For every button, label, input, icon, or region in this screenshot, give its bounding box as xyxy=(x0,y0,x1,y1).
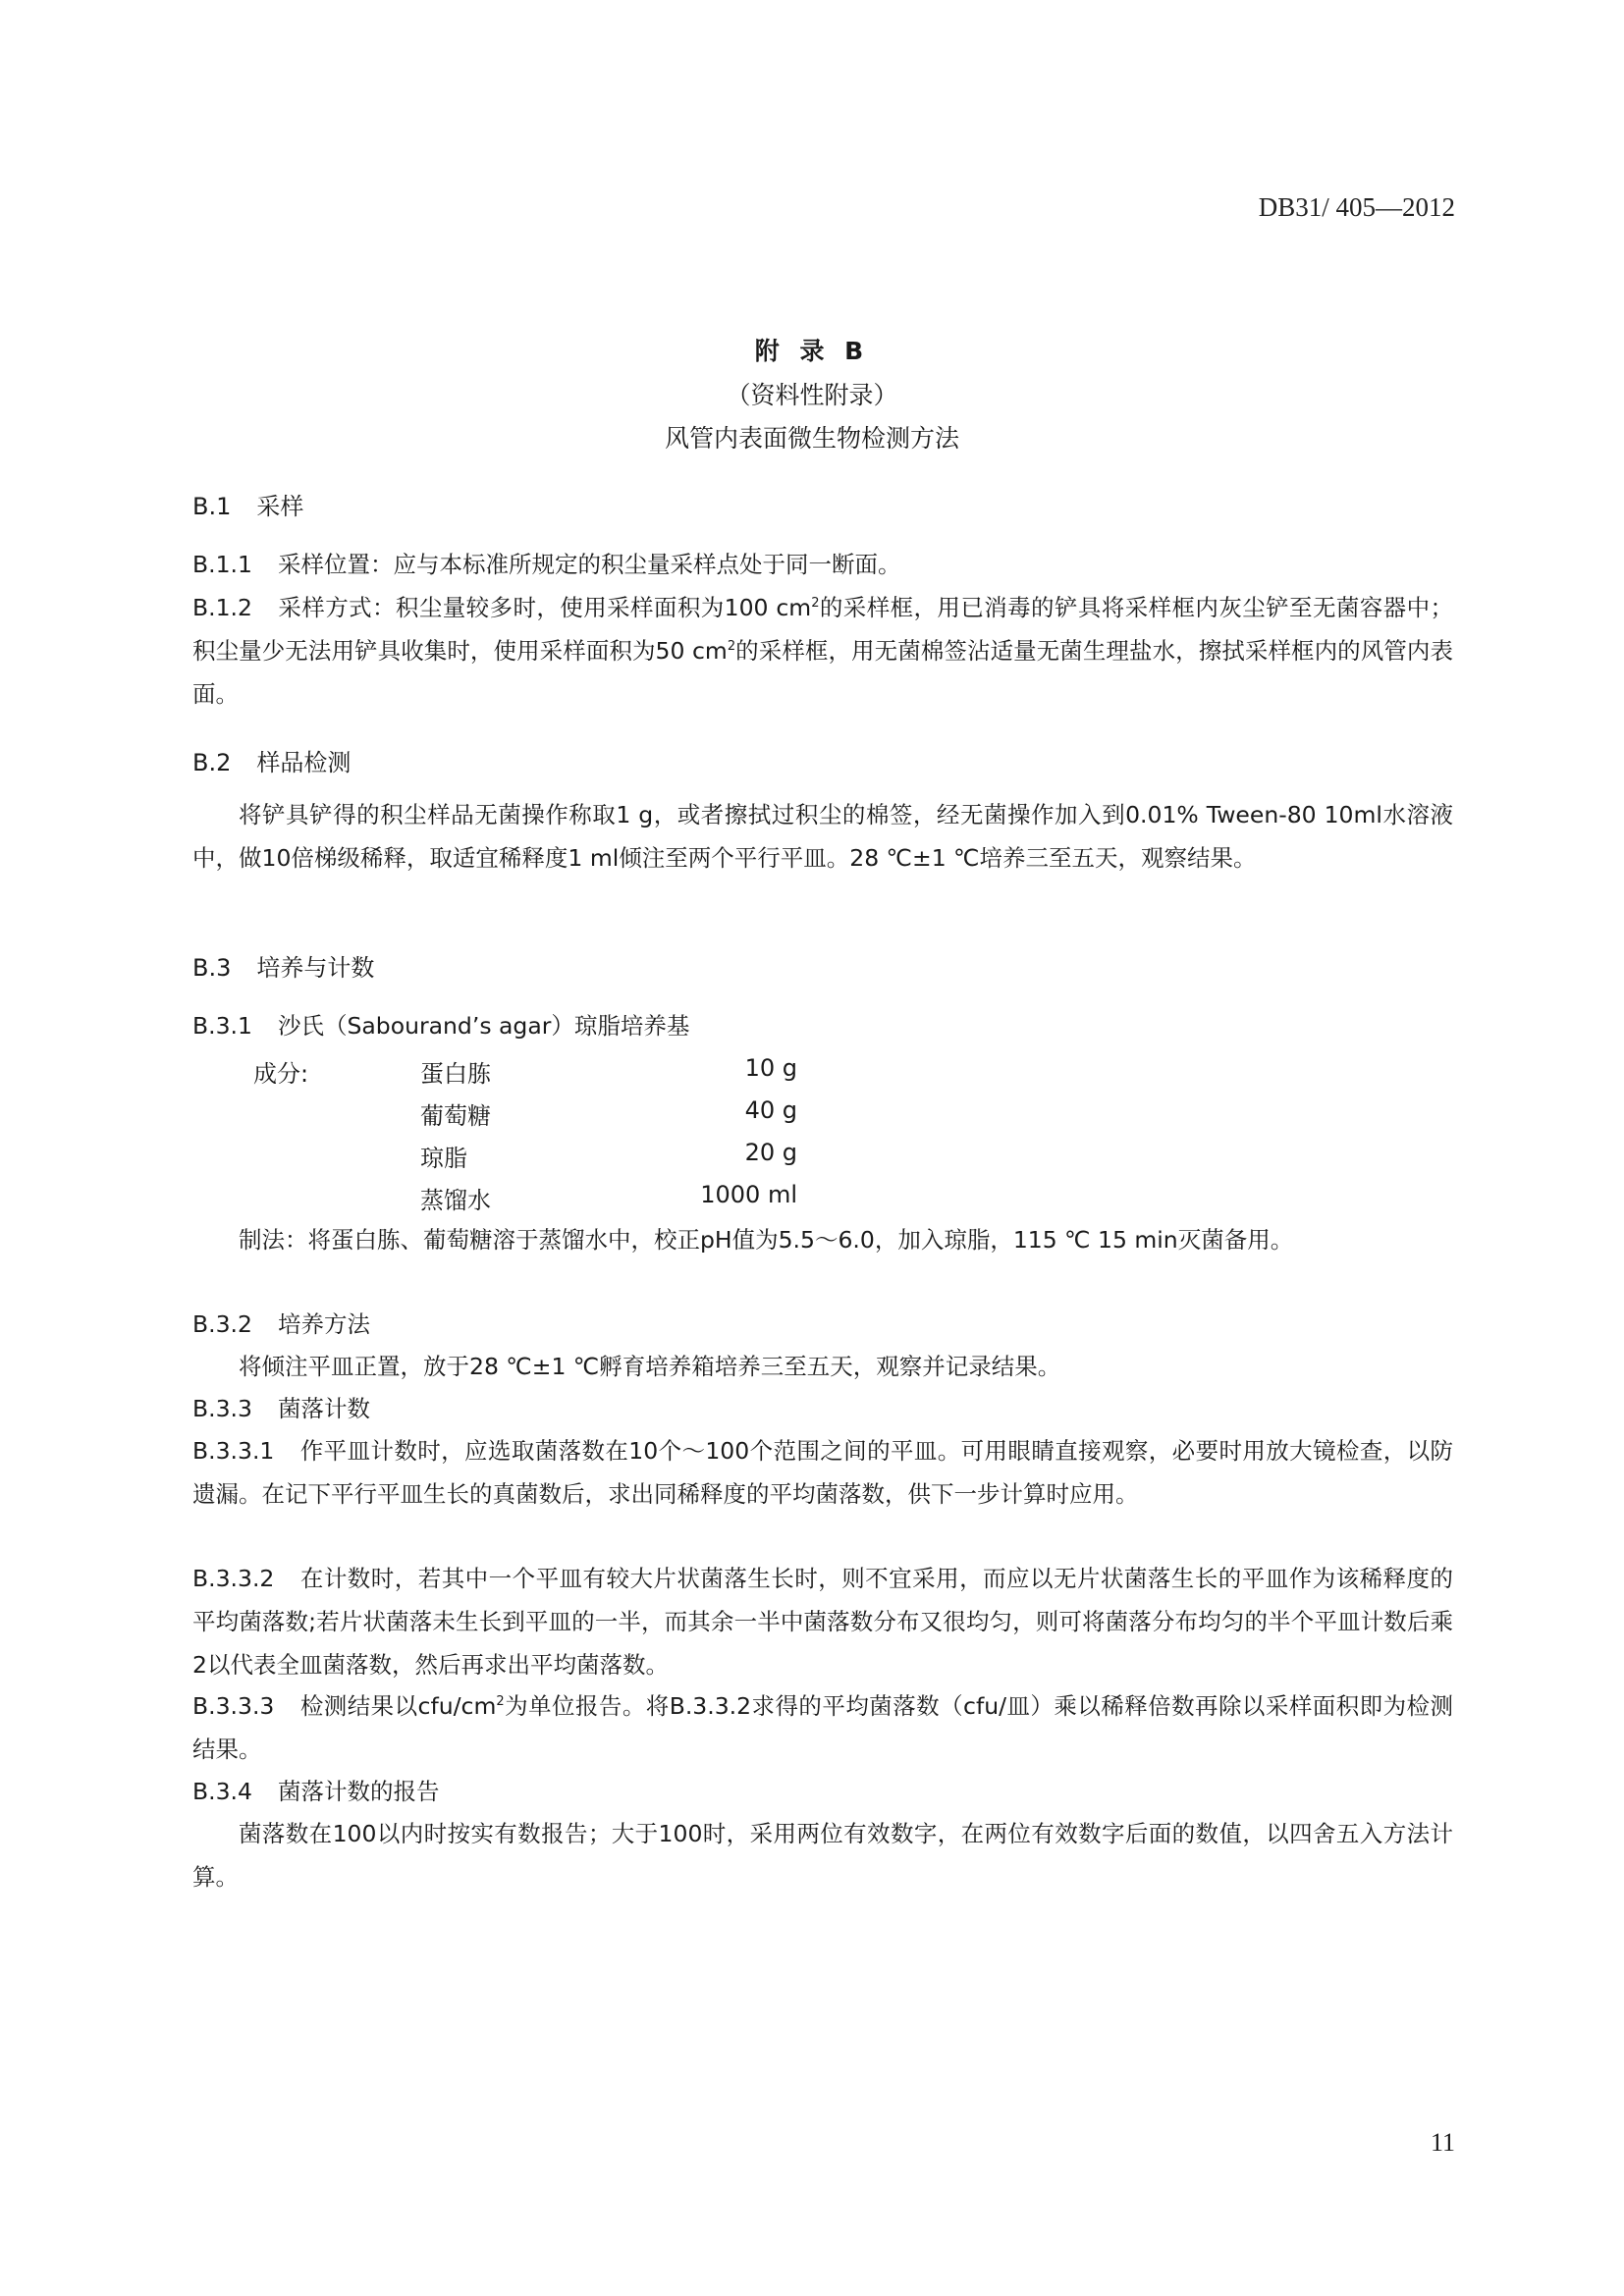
clause-number: B.3.2 xyxy=(192,1310,252,1338)
section-title: 样品检测 xyxy=(256,749,352,776)
clause-title: 培养方法 xyxy=(277,1310,370,1338)
clause-b3-2-text: 将倾注平皿正置，放于28 ℃±1 ℃孵育培养箱培养三至五天，观察并记录结果。 xyxy=(239,1353,1061,1380)
section-number: B.1 xyxy=(192,493,232,520)
appendix-title: 附 录 B xyxy=(754,337,870,365)
ingredients-label: 成分: xyxy=(253,1060,309,1088)
section-number: B.3 xyxy=(192,954,232,982)
clause-b1-1 xyxy=(192,543,1453,586)
clause-b3-2 xyxy=(192,1303,1453,1346)
clause-b3-3 xyxy=(192,1387,1453,1430)
ingredient-name: 葡萄糖 xyxy=(420,1102,491,1130)
ingredient-name: 琼脂 xyxy=(420,1145,467,1172)
section-title: 采样 xyxy=(256,493,304,520)
clause-text: 作平皿计数时，应选取菌落数在10个～100个范围之间的平皿。可用眼睛直接观察，必要时用放大镜检查，以防遗漏。在记下平行平皿生长的真菌数后，求出同稀释度的平均菌落数，供下一步计算时应用。 xyxy=(192,1437,1453,1508)
ingredient-amount: 40 g xyxy=(744,1096,797,1124)
clause-text: 的采样框，用已消毒的铲具将采样框内灰尘铲至无菌容器中；积尘量少无法用铲具收集时，使用采样面积为50 cm xyxy=(192,594,1453,665)
ingredient-amount: 10 g xyxy=(744,1054,797,1082)
clause-number: B.3.3.3 xyxy=(192,1692,275,1720)
clause-b3-4 xyxy=(192,1770,1453,1813)
clause-number: B.1.2 xyxy=(192,594,252,621)
clause-number: B.3.4 xyxy=(192,1778,252,1805)
clause-b3-3-2 xyxy=(192,1557,1453,1686)
section-number: B.2 xyxy=(192,749,232,776)
clause-b3-3-3 xyxy=(192,1684,1453,1771)
section-b2-heading xyxy=(192,743,351,777)
clause-number: B.3.3 xyxy=(192,1395,252,1422)
superscript: 2 xyxy=(496,1694,505,1710)
clause-text: 采样方式：积尘量较多时，使用采样面积为100 cm xyxy=(277,594,812,621)
clause-b3-1 xyxy=(192,1004,1453,1047)
clause-text: 沙氏（Sabourand’s agar）琼脂培养基 xyxy=(277,1012,690,1040)
clause-b3-4-text: 菌落数在100以内时按实有数报告；大于100时，采用两位有效数字，在两位有效数字后面的数值，以四舍五入方法计算。 xyxy=(192,1820,1453,1891)
ingredient-name: 蒸馏水 xyxy=(420,1187,491,1214)
section-b1-heading xyxy=(192,487,303,521)
ingredient-amount: 20 g xyxy=(744,1139,797,1166)
clause-text: 为单位报告。将B.3.3.2求得的平均菌落数（cfu/皿）乘以稀释倍数再除以采样面积即为检测结果。 xyxy=(192,1692,1453,1763)
clause-number: B.3.1 xyxy=(192,1012,252,1040)
page-number: 11 xyxy=(1430,2128,1455,2157)
section-b2-text: 将铲具铲得的积尘样品无菌操作称取1 g，或者擦拭过积尘的棉签，经无菌操作加入到0.01% Tween-80 10ml水溶液中，做10倍梯级稀释，取适宜稀释度1 ml倾注至两个平行平皿。28 ℃±1 ℃培养三至五天，观察结果。 xyxy=(192,801,1453,872)
clause-number: B.1.1 xyxy=(192,551,252,578)
superscript: 2 xyxy=(727,639,736,655)
clause-text: 检测结果以cfu/cm xyxy=(299,1692,497,1720)
clause-b3-3-1 xyxy=(192,1429,1453,1516)
superscript: 2 xyxy=(811,596,820,612)
ingredient-amount: 1000 ml xyxy=(700,1181,797,1208)
ingredient-name: 蛋白胨 xyxy=(420,1060,491,1088)
clause-text: 在计数时，若其中一个平皿有较大片状菌落生长时，则不宜采用，而应以无片状菌落生长的平皿作为该稀释度的平均菌落数;若片状菌落未生长到平皿的一半，而其余一半中菌落数分布又很均匀，则可将菌落分布均匀的半个平皿计数后乘2以代表全皿菌落数，然后再求出平均菌落数。 xyxy=(192,1565,1453,1679)
appendix-note: （资料性附录） xyxy=(726,381,898,409)
clause-title: 菌落计数 xyxy=(277,1395,370,1422)
clause-number: B.3.3.1 xyxy=(192,1437,275,1465)
clause-text: 的采样框，用无菌棉签沾适量无菌生理盐水，擦拭采样框内的风管内表面。 xyxy=(192,637,1453,708)
clause-title: 菌落计数的报告 xyxy=(277,1778,440,1805)
appendix-name: 风管内表面微生物检测方法 xyxy=(664,424,959,453)
clause-b1-2 xyxy=(192,586,1453,716)
section-b3-heading xyxy=(192,948,374,983)
standard-code: DB31/ 405—2012 xyxy=(1258,192,1455,222)
preparation-method: 制法：将蛋白胨、葡萄糖溶于蒸馏水中，校正pH值为5.5～6.0，加入琼脂，115 ℃ 15 min灭菌备用。 xyxy=(239,1226,1294,1254)
clause-number: B.3.3.2 xyxy=(192,1565,275,1592)
section-title: 培养与计数 xyxy=(256,954,375,982)
clause-text: 采样位置：应与本标准所规定的积尘量采样点处于同一断面。 xyxy=(277,551,901,578)
